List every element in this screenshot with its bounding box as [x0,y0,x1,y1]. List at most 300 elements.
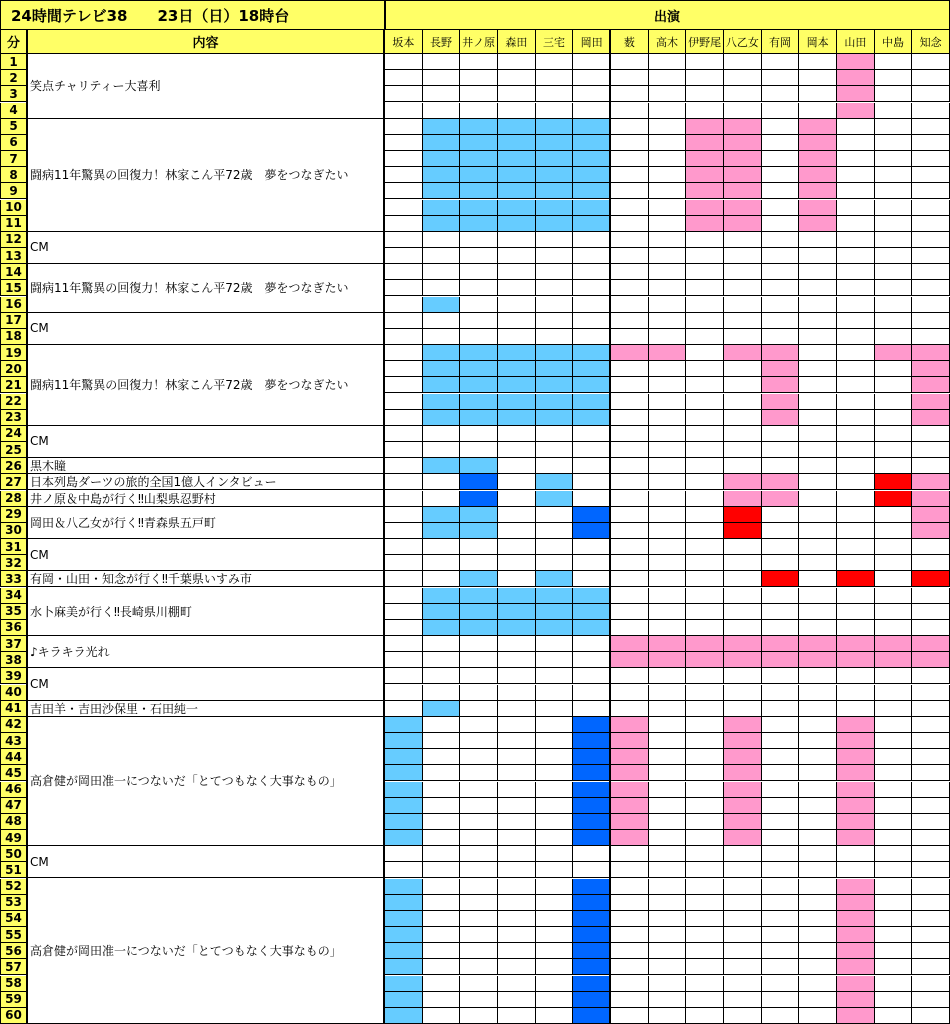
performer-cell [724,458,762,474]
performer-cell [724,86,762,102]
performer-cell [837,297,875,313]
minute-cell: 7 [0,151,27,167]
performer-cell [875,410,913,426]
performer-cell [762,232,800,248]
performer-cell [875,765,913,781]
performer-cell [724,329,762,345]
performer-cell [498,329,536,345]
performer-cell [611,588,649,604]
performer-cell [460,798,498,814]
performer-cell [536,588,574,604]
performer-cell [912,862,950,878]
performer-cell [799,652,837,668]
performer-cell [799,507,837,523]
program-segment: CM [27,426,385,458]
performer-cell [460,54,498,70]
performer-cell [498,458,536,474]
program-segment: CM [27,232,385,264]
performer-cell [460,701,498,717]
performer-cell [573,345,611,361]
performer-cell [875,135,913,151]
performer-cell [498,927,536,943]
performer-cell [875,976,913,992]
performer-cell [724,410,762,426]
minute-cell: 54 [0,911,27,927]
performer-cell [385,959,423,975]
performer-cell [498,426,536,442]
performer-cell [799,70,837,86]
performer-cell [385,830,423,846]
program-segment: 岡田＆八乙女が行く‼青森県五戸町 [27,507,385,539]
performer-cell [423,232,461,248]
performer-cell [837,54,875,70]
performer-cell [799,555,837,571]
performer-cell [875,749,913,765]
performer-cell [536,297,574,313]
performer-header: 八乙女 [724,30,762,54]
performer-cell [912,297,950,313]
performer-cell [649,264,687,280]
performer-header: 有岡 [762,30,800,54]
minute-cell: 38 [0,652,27,668]
performer-cell [762,264,800,280]
performer-cell [875,264,913,280]
performer-cell [724,200,762,216]
performer-cell [611,119,649,135]
performer-cell [686,862,724,878]
minute-cell: 13 [0,248,27,264]
performer-cell [423,361,461,377]
performer-cell [724,216,762,232]
minute-cell: 44 [0,749,27,765]
performer-cell [912,216,950,232]
program-segment: 水卜麻美が行く‼長崎県川棚町 [27,588,385,637]
performer-cell [762,701,800,717]
performer-cell [837,798,875,814]
performer-cell [573,491,611,507]
performer-cell [498,798,536,814]
performer-cell [875,701,913,717]
performer-cell [423,862,461,878]
performer-cell [686,846,724,862]
performer-cell [686,135,724,151]
performer-cell [385,765,423,781]
performer-cell [724,717,762,733]
minute-cell: 20 [0,361,27,377]
performer-cell [837,976,875,992]
performer-cell [423,345,461,361]
performer-cell [536,410,574,426]
performer-cell [762,1008,800,1024]
performer-cell [837,523,875,539]
performer-cell [649,474,687,490]
performer-cell [460,782,498,798]
performer-cell [649,701,687,717]
performer-cell [385,588,423,604]
performer-cell [423,911,461,927]
performer-cell [573,571,611,587]
performer-cell [385,879,423,895]
performer-cell [837,927,875,943]
performer-cell [686,151,724,167]
performer-cell [385,442,423,458]
performer-cell [423,992,461,1008]
performer-cell [573,474,611,490]
performer-cell [385,232,423,248]
minute-cell: 14 [0,264,27,280]
performer-header: 知念 [912,30,950,54]
performer-cell [912,879,950,895]
performer-cell [875,846,913,862]
performer-cell [724,765,762,781]
performer-cell [573,830,611,846]
performer-cell [460,70,498,86]
performer-cell [875,830,913,846]
performer-cell [536,943,574,959]
performer-cell [649,636,687,652]
performer-cell [762,604,800,620]
performer-cell [649,394,687,410]
performer-cell [385,200,423,216]
performer-cell [837,410,875,426]
performer-cell [686,992,724,1008]
performer-cell [423,895,461,911]
performer-cell [573,394,611,410]
performer-cell [912,814,950,830]
performer-header: 森田 [498,30,536,54]
performer-cell [536,539,574,555]
performer-cell [799,264,837,280]
performer-cell [611,717,649,733]
performer-cell [460,652,498,668]
performer-cell [573,232,611,248]
performer-cell [460,264,498,280]
performer-cell [837,717,875,733]
performer-cell [385,668,423,684]
performer-cell [536,86,574,102]
minute-cell: 40 [0,685,27,701]
performer-cell [460,200,498,216]
performer-cell [649,911,687,927]
performer-cell [611,103,649,119]
performer-cell [686,798,724,814]
performer-cell [385,119,423,135]
performer-cell [385,523,423,539]
performer-cell [799,442,837,458]
performer-cell [649,798,687,814]
performer-cell [423,782,461,798]
performer-cell [611,668,649,684]
performer-cell [498,345,536,361]
minute-cell: 18 [0,329,27,345]
performer-cell [498,183,536,199]
performer-cell [385,248,423,264]
performer-cell [686,216,724,232]
performer-cell [762,588,800,604]
performer-cell [762,571,800,587]
performer-cell [498,749,536,765]
performer-cell [649,200,687,216]
performer-cell [536,992,574,1008]
performer-cell [837,879,875,895]
performer-cell [686,458,724,474]
performer-cell [611,491,649,507]
performer-cell [536,200,574,216]
performer-cell [724,103,762,119]
performer-cell [875,54,913,70]
performer-cell [912,200,950,216]
performer-cell [686,394,724,410]
performer-cell [498,410,536,426]
performer-cell [423,668,461,684]
performer-cell [724,54,762,70]
performer-header: 岡本 [799,30,837,54]
minute-cell: 32 [0,555,27,571]
performer-cell [762,426,800,442]
performer-cell [536,636,574,652]
performer-cell [385,911,423,927]
performer-header: 伊野尾 [686,30,724,54]
performer-cell [536,604,574,620]
performer-cell [536,394,574,410]
performer-cell [385,1008,423,1024]
performer-cell [724,943,762,959]
performer-cell [912,636,950,652]
performer-cell [875,491,913,507]
performer-cell [573,782,611,798]
performer-cell [762,668,800,684]
performer-cell [724,636,762,652]
performer-cell [799,911,837,927]
minute-cell: 34 [0,588,27,604]
performer-cell [875,798,913,814]
performer-cell [649,135,687,151]
performer-cell [385,183,423,199]
performer-cell [837,959,875,975]
performer-cell [799,458,837,474]
header-divider [384,0,386,30]
performer-cell [875,329,913,345]
performer-cell [498,733,536,749]
performer-cell [875,1008,913,1024]
performer-cell [498,394,536,410]
performer-cell [799,685,837,701]
minute-cell: 42 [0,717,27,733]
performer-cell [799,345,837,361]
performer-cell [837,103,875,119]
performer-cell [498,765,536,781]
performer-cell [837,345,875,361]
performer-cell [724,183,762,199]
performer-cell [875,394,913,410]
performer-cell [536,749,574,765]
performer-cell [799,588,837,604]
performer-cell [536,426,574,442]
performer-header: 長野 [423,30,461,54]
minute-cell: 41 [0,701,27,717]
performer-cell [385,604,423,620]
performer-cell [423,103,461,119]
performer-cell [498,976,536,992]
performer-cell [385,685,423,701]
performer-cell [724,313,762,329]
performer-cell [762,895,800,911]
performer-cell [875,636,913,652]
performer-cell [498,200,536,216]
performer-cell [762,507,800,523]
performer-cell [460,992,498,1008]
performer-cell [686,426,724,442]
performer-cell [799,200,837,216]
performer-cell [536,814,574,830]
performer-cell [498,280,536,296]
performer-cell [385,458,423,474]
performer-cell [837,183,875,199]
performer-cell [724,248,762,264]
performer-cell [460,911,498,927]
performer-cell [460,313,498,329]
performer-cell [536,976,574,992]
performer-cell [724,232,762,248]
performer-cell [837,733,875,749]
performer-cell [498,507,536,523]
performer-cell [912,555,950,571]
performer-cell [611,604,649,620]
performers-header: 出演 [385,0,950,30]
performer-cell [498,313,536,329]
performer-cell [460,458,498,474]
minute-cell: 59 [0,992,27,1008]
performer-cell [573,329,611,345]
minute-cell: 56 [0,943,27,959]
performer-cell [649,733,687,749]
performer-cell [686,539,724,555]
performer-cell [837,814,875,830]
performer-cell [460,539,498,555]
performer-cell [573,442,611,458]
performer-cell [837,86,875,102]
performer-cell [536,167,574,183]
performer-cell [799,733,837,749]
minute-cell: 43 [0,733,27,749]
performer-cell [573,604,611,620]
performer-cell [649,976,687,992]
performer-cell [649,588,687,604]
performer-cell [423,200,461,216]
performer-cell [799,782,837,798]
performer-cell [762,345,800,361]
performer-cell [536,523,574,539]
performer-cell [573,248,611,264]
performer-cell [912,523,950,539]
performer-cell [423,442,461,458]
performer-cell [912,54,950,70]
minute-cell: 57 [0,959,27,975]
performer-cell [498,474,536,490]
performer-cell [837,685,875,701]
performer-cell [799,523,837,539]
performer-cell [724,798,762,814]
performer-cell [460,103,498,119]
performer-cell [460,183,498,199]
performer-cell [385,70,423,86]
minute-cell: 9 [0,183,27,199]
performer-cell [536,329,574,345]
performer-cell [460,846,498,862]
performer-cell [385,652,423,668]
performer-cell [875,232,913,248]
performer-cell [762,442,800,458]
performer-cell [611,555,649,571]
performer-cell [837,830,875,846]
performer-cell [686,264,724,280]
performer-cell [536,620,574,636]
performer-cell [385,345,423,361]
performer-cell [724,992,762,1008]
performer-cell [385,167,423,183]
performer-cell [875,86,913,102]
performer-cell [912,992,950,1008]
performer-cell [799,539,837,555]
performer-cell [498,377,536,393]
performer-cell [460,765,498,781]
performer-cell [762,458,800,474]
performer-cell [460,1008,498,1024]
performer-cell [724,846,762,862]
performer-cell [498,232,536,248]
performer-cell [799,862,837,878]
performer-cell [875,588,913,604]
performer-cell [837,765,875,781]
performer-cell [536,830,574,846]
performer-cell [460,426,498,442]
performer-cell [611,701,649,717]
performer-cell [724,620,762,636]
performer-cell [611,830,649,846]
performer-cell [912,685,950,701]
performer-cell [423,135,461,151]
performer-cell [649,523,687,539]
performer-cell [686,329,724,345]
performer-cell [649,992,687,1008]
performer-cell [912,782,950,798]
performer-cell [762,846,800,862]
content-header: 内容 [27,30,385,54]
performer-cell [573,1008,611,1024]
performer-cell [611,70,649,86]
performer-cell [837,248,875,264]
performer-cell [573,216,611,232]
minute-cell: 30 [0,523,27,539]
performer-cell [649,862,687,878]
performer-cell [573,426,611,442]
performer-cell [498,830,536,846]
performer-cell [799,701,837,717]
performer-cell [912,911,950,927]
performer-cell [460,814,498,830]
performer-cell [423,264,461,280]
performer-cell [686,70,724,86]
performer-cell [875,717,913,733]
performer-cell [385,798,423,814]
performer-cell [423,701,461,717]
performer-cell [875,668,913,684]
performer-cell [762,976,800,992]
performer-cell [385,927,423,943]
performer-cell [385,216,423,232]
performer-cell [460,86,498,102]
performer-cell [611,523,649,539]
